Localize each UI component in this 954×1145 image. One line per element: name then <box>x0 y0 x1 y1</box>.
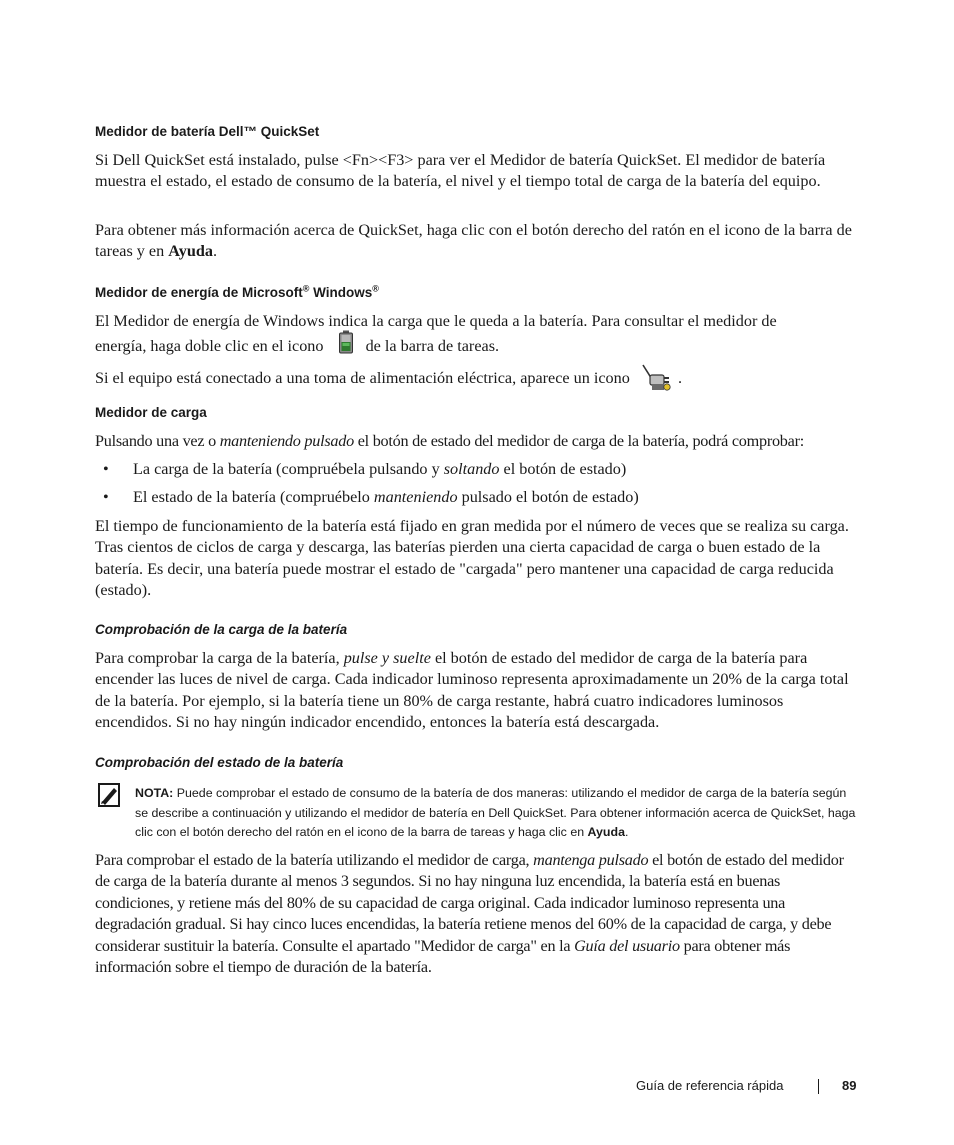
text-run: El Medidor de energía de Windows indica la carga que le queda a la batería. Para consultar el medidor de <box>95 312 777 330</box>
note-pencil-icon <box>98 783 120 807</box>
text-run: pulsado el botón de estado) <box>457 488 639 506</box>
text-run: para obtener más información sobre el tiempo de duración de la batería. <box>95 936 791 977</box>
text-run: Puede comprobar el estado de consumo de la batería de dos maneras: utilizando el medidor de carga de la batería según se describe a continuación y utilizando el medidor de batería en Dell QuickSet. Para obtener información acerca de QuickSet, haga clic con el botón derecho del ratón en el icono de la barra de tareas y haga clic en <box>135 786 856 840</box>
bullet-marker: • <box>103 460 109 478</box>
text-run: Si el equipo está conectado a una toma de alimentación eléctrica, aparece un icono <box>95 368 630 387</box>
text-run: Para comprobar la carga de la batería, <box>95 649 344 667</box>
italic-run: pulse y suelte <box>343 649 431 667</box>
text-run: Pulsando una vez o <box>95 432 220 450</box>
note-box <box>135 784 860 843</box>
paragraph-battery-life: El tiempo de funcionamiento de la batería está fijado en gran medida por el número de veces que se realiza su carga. Tras cientos de ciclos de carga y descarga, las baterías pierden una cierta capacidad de carga o buen estado de la batería. Es decir, una batería puede mostrar el estado de "cargada" pero mantener una capacidad de carga reducida (estado). <box>95 517 849 600</box>
ac-plug-icon <box>640 362 672 398</box>
heading-windows-power-meter <box>95 285 379 300</box>
heading-charge-check: Comprobación de la carga de la batería <box>95 622 348 637</box>
note-label: NOTA: <box>135 786 174 800</box>
italic-run: mantenga pulsado <box>533 851 649 869</box>
italic-run: manteniendo pulsado <box>219 432 354 450</box>
italic-run-guide-title: Guía del usuario <box>574 936 680 955</box>
italic-run: manteniendo <box>373 488 458 506</box>
bold-run-ayuda: Ayuda <box>587 825 625 840</box>
paragraph-windows-meter <box>95 311 860 363</box>
text-run: Para obtener más información acerca de QuickSet, haga clic con el botón derecho del ratón en el icono de la barra de tareas y en <box>95 221 852 261</box>
text-run: Windows <box>309 285 373 300</box>
text-run: Medidor de energía de Microsoft <box>95 285 303 300</box>
heading-charge-gauge: Medidor de carga <box>95 405 207 420</box>
text-run: La carga de la batería (compruébela pulsando y <box>133 460 444 478</box>
bold-run-ayuda: Ayuda <box>168 242 213 261</box>
paragraph-health-check <box>95 850 860 978</box>
paragraph-charge-check <box>95 648 860 734</box>
text-run: el botón de estado del medidor de carga de la batería durante al menos 3 segundos. Si no hay ninguna luz encendida, la batería está en buenas condiciones, y retiene más del 80% de su capacidad de carga original. Cada indicador luminoso representa una degradación gradual. Si hay cinco luces encendidas, la batería retiene menos del 60% de la capacidad de carga, y debe considerar sustituir la batería. Consulte el apartado "Medidor de carga" en la <box>95 851 844 955</box>
text-run: de la barra de tareas. <box>365 337 500 356</box>
italic-run: soltando <box>443 460 500 478</box>
heading-health-check: Comprobación del estado de la batería <box>95 755 344 770</box>
bullet-text <box>133 459 626 480</box>
text-run: el botón de estado) <box>499 460 627 478</box>
bullet-marker: • <box>103 488 109 506</box>
bullet-text <box>133 487 639 508</box>
heading-quickset-battery-meter: Medidor de batería Dell™ QuickSet <box>95 124 320 139</box>
footer-separator <box>818 1079 819 1094</box>
footer-title: Guía de referencia rápida <box>636 1078 784 1093</box>
text-run: Para comprobar el estado de la batería utilizando el medidor de carga, <box>95 851 534 869</box>
text-run: El estado de la batería (compruébelo <box>133 488 374 506</box>
paragraph-quickset-help <box>95 220 860 263</box>
text-run: . <box>212 242 217 261</box>
text-run: energía, haga doble clic en el icono <box>95 337 324 356</box>
text-run: el botón de estado del medidor de carga de la batería para encender las luces de nivel de carga. Cada indicador luminoso representa aproximadamente un 20% de la carga total de la batería. Por ejemplo, si la batería tiene un 80% de carga restante, habrá cuatro indicadores luminosos encendidos. Si no hay ningún indicador encendido, entonces la batería está descargada. <box>95 649 849 732</box>
paragraph-gauge-intro <box>95 431 860 452</box>
registered-mark: ® <box>372 283 379 294</box>
text-run: . <box>624 825 629 840</box>
registered-mark: ® <box>302 283 310 294</box>
paragraph-ac-power-icon <box>95 361 860 397</box>
text-run: . <box>677 368 682 387</box>
text-run: el botón de estado del medidor de carga de la batería, podrá comprobar: <box>353 432 804 450</box>
paragraph-quickset-intro: Si Dell QuickSet está instalado, pulse <Fn><F3> para ver el Medidor de batería QuickSet. El medidor de batería muestra el estado, el estado de consumo de la batería, el nivel y el tiempo total de carga de la batería del equipo. <box>95 151 826 191</box>
page-number: 89 <box>842 1078 857 1093</box>
battery-icon <box>338 330 354 360</box>
